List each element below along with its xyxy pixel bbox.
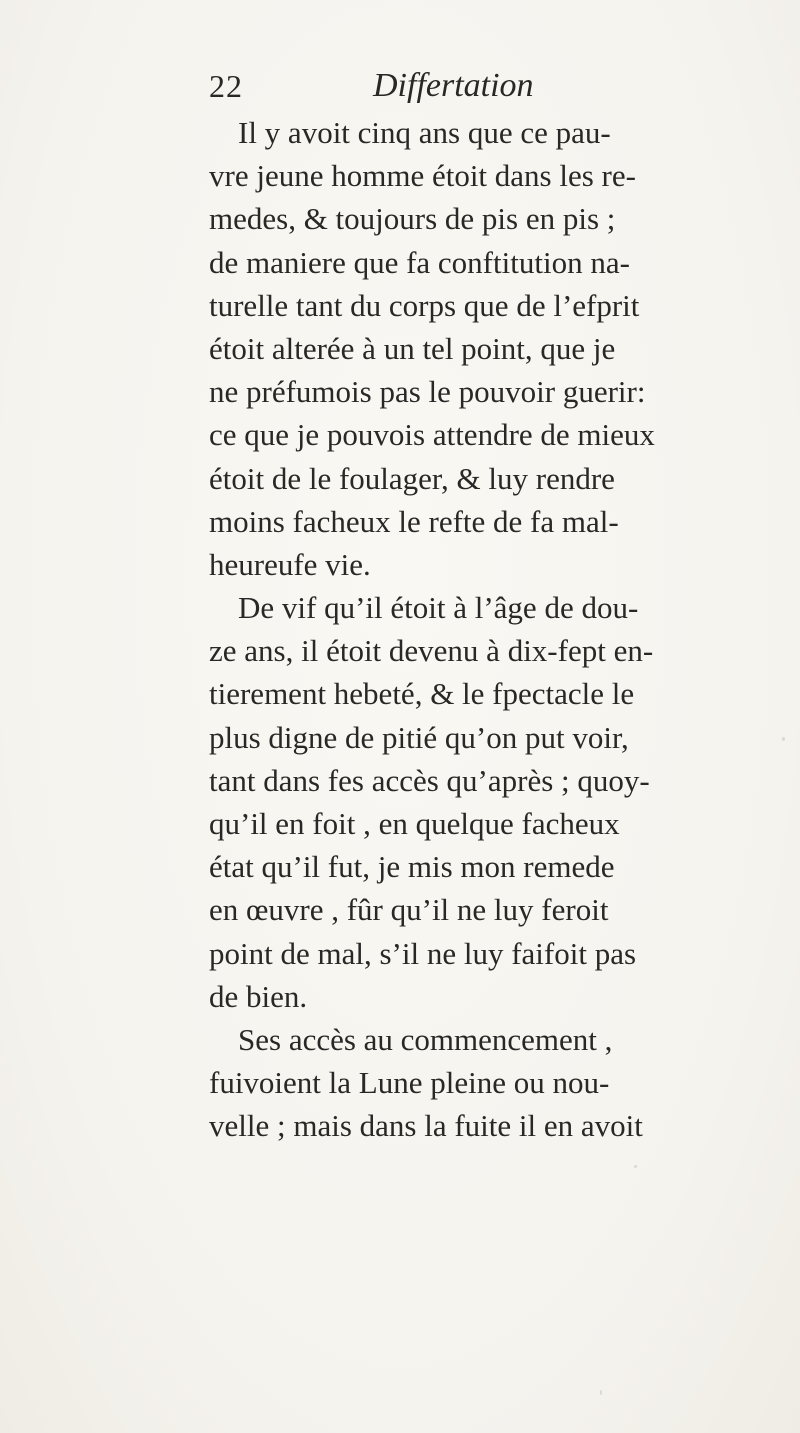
- text-line: en œuvre , fûr qu’il ne luy feroit: [209, 892, 609, 928]
- body-text: [209, 111, 655, 1148]
- running-title: Differtation: [373, 67, 534, 104]
- text-line: vre jeune homme étoit dans les re-: [209, 158, 636, 194]
- page-number: 22: [209, 68, 243, 104]
- text-line: fuivoient la Lune pleine ou nou-: [209, 1065, 610, 1101]
- text-line: point de mal, s’il ne luy faifoit pas: [209, 935, 637, 971]
- paper-speck: [634, 1165, 637, 1168]
- text-line: plus digne de pitié qu’on put voir,: [209, 719, 629, 755]
- text-line: ce que je pouvois attendre de mieux: [209, 417, 655, 453]
- text-line: heureufe vie.: [209, 546, 371, 582]
- text-line: De vif qu’il étoit à l’âge de dou-: [238, 590, 639, 626]
- text-line: medes, & toujours de pis en pis ;: [209, 201, 616, 237]
- text-line: étoit de le foulager, & luy rendre: [209, 460, 615, 496]
- text-line: de bien.: [209, 978, 308, 1014]
- text-line: turelle tant du corps que de l’efprit: [209, 287, 640, 323]
- paper-speck: [600, 1390, 602, 1395]
- text-line: moins facheux le refte de fa mal-: [209, 503, 619, 539]
- text-line: Il y avoit cinq ans que ce pau-: [238, 115, 611, 150]
- text-line: qu’il en foit , en quelque facheux: [209, 806, 620, 841]
- text-line: étoit alterée à un tel point, que je: [209, 330, 616, 366]
- page-header: [209, 66, 589, 106]
- text-line: tierement hebeté, & le fpectacle le: [209, 676, 635, 712]
- text-line: velle ; mais dans la fuite il en avoit: [209, 1108, 643, 1144]
- text-line: ne préfumois pas le pouvoir guerir:: [209, 374, 646, 410]
- text-line: état qu’il fut, je mis mon remede: [209, 849, 615, 885]
- text-line: ze ans, il étoit devenu à dix-fept en-: [209, 633, 654, 669]
- text-line: tant dans fes accès qu’après ; quoy-: [209, 762, 650, 798]
- text-line: de maniere que fa conftitution na-: [209, 244, 630, 280]
- paper-speck: [782, 737, 785, 741]
- text-line: Ses accès au commencement ,: [238, 1021, 613, 1057]
